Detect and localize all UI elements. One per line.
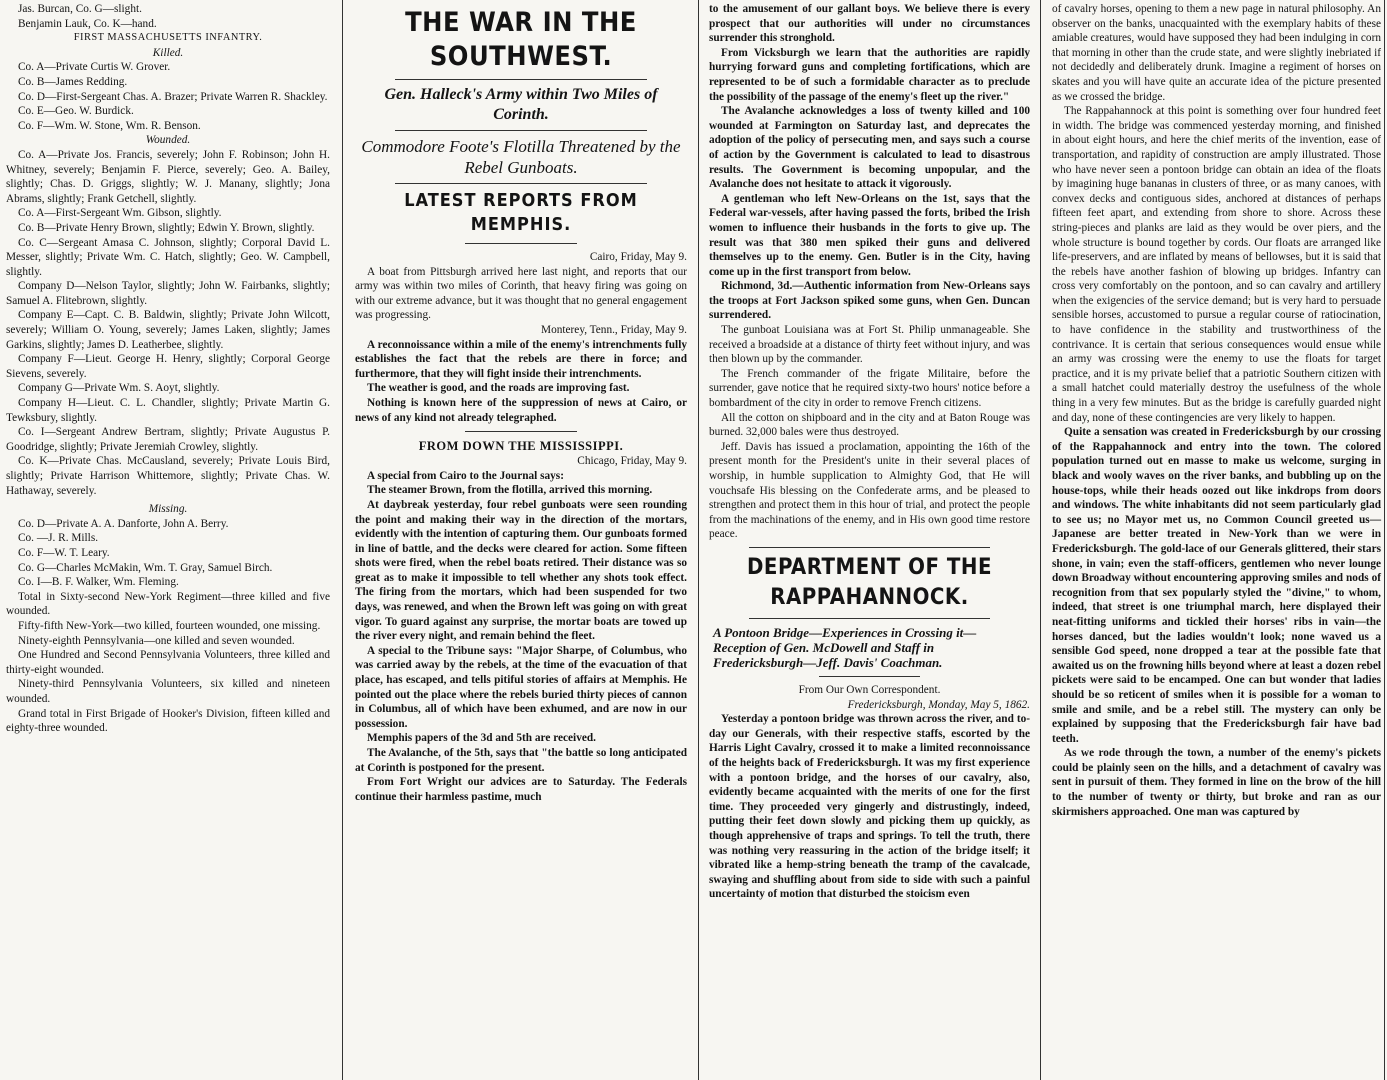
column-rule	[1040, 0, 1041, 1080]
divider	[395, 79, 647, 80]
dateline: Fredericksburgh, Monday, May 5, 1862.	[847, 698, 1030, 711]
paragraph: Co. F—W. T. Leary.	[18, 546, 110, 559]
paragraph: All the cotton on shipboard and in the city and at Baton Rouge was burned. 32,000 bales were thus destroyed.	[709, 411, 1030, 439]
article-paragraphs	[1052, 2, 1381, 819]
column-casualty-list	[0, 0, 336, 1080]
paragraph: Co. A—First-Sergeant Wm. Gibson, slightly.	[18, 207, 222, 220]
paragraph: From Vicksburgh we learn that the authorities are rapidly hurrying forward guns and completing fortifications, which are represented to be of such a formidable character as to preclude the possibility of the passage of the enemy's fleet up the river."	[709, 46, 1030, 103]
paragraph: Company G—Private Wm. S. Aoyt, slightly.	[18, 382, 220, 395]
column-rappahannock	[703, 0, 1036, 1080]
divider	[819, 676, 920, 677]
paragraph: Chicago, Friday, May 9.	[577, 455, 687, 468]
column-rule	[698, 0, 699, 1080]
paragraph: Ninety-eighth Pennsylvania—one killed and seven wounded.	[18, 634, 295, 647]
divider	[395, 130, 647, 131]
paragraph: A gentleman who left New-Orleans on the 1st, says that the Federal war-vessels, after having passed the forts, bribed the Irish women to influence their husbands in the forts to give up. The result was that 380 men spiked their guns and delivered themselves up to the enemy. Gen. Butler is in the City, having come up in the first transport from below.	[709, 192, 1030, 278]
article-paragraphs	[355, 454, 687, 804]
column-rule	[342, 0, 343, 1080]
paragraph: Co. A—Private Jos. Francis, severely; John F. Robinson; John H. Whitney, severely; Benjamin F. Pierce, severely; Geo. A. Bailey, slightly; Chas. D. Griggs, slightly; W. J. Manany, slightly; Jona Abrams, slightly; Frank Getchell, slightly.	[6, 148, 330, 205]
paragraph: Co. —J. R. Mills.	[18, 532, 99, 545]
paragraph: Company E—Capt. C. B. Baldwin, slightly; Private John Wilcott, severely; William O. Young, severely; James Laken, slightly; James Garkins, slightly; James D. Leatherbee, slightly.	[6, 309, 330, 351]
paragraph: The steamer Brown, from the flotilla, arrived this morning.	[367, 484, 653, 497]
headline-war-southwest: THE WAR IN THE SOUTHWEST.	[405, 7, 637, 72]
paragraph: Richmond, 3d.—Authentic information from New-Orleans says the troops at Fort Jackson spiked some guns, when Gen. Duncan surrendered.	[709, 280, 1030, 322]
paragraph: From Fort Wright our advices are to Saturday. The Federals continue their harmless pastime, much	[355, 776, 687, 803]
paragraph: A special from Cairo to the Journal says:	[367, 469, 564, 482]
divider	[465, 243, 577, 244]
paragraph: Jas. Burcan, Co. G—slight.	[18, 3, 142, 15]
paragraph: Co. D—First-Sergeant Chas. A. Brazer; Private Warren R. Shackley.	[18, 90, 328, 103]
divider	[749, 547, 990, 548]
paragraph: Ninety-third Pennsylvania Volunteers, six killed and nineteen wounded.	[6, 678, 330, 705]
paragraph: Co. F—Wm. W. Stone, Wm. R. Benson.	[18, 119, 201, 132]
casualty-paragraphs	[6, 2, 330, 736]
paragraph: Co. A—Private Curtis W. Grover.	[18, 61, 171, 74]
paragraph: The Rappahannock at this point is something over four hundred feet in width. The bridge was commenced yesterday morning, and finished in about eight hours, and here the chief merits of the invention, ease of transportation, and rapidity of construction are amply illustrated. Those who have never seen a pontoon bridge can obtain an idea of the floats by imagining huge bananas in clusters of three, or as many canoes, with convex decks and contiguous sides, anchored at distances of perhaps fifteen feet apart, and extending from shore to shore. Across these string-pieces and planks are laid as they would be over piers, and the whole structure is bound together by cords. Our floats are arranged like life-preservers, and are inflated by means of bellowses, but it is said that the rebels have another fashion of blowing up bridges. Infantry can cross very comfortably on the pontoon, and so can cavalry and artillery when the exigencies of the service demand; but is very hard to persuade sensible horses, accustomed to pursue a regular course of ratiocination, to have confidence in the stability and trustworthiness of the contrivance. It is certain that serious consequences would ensue while an army was crossing were the enemy to use the floats for target practice, and it is my private belief that a patriotic Southern citizen with a small hatchet could materially destroy the usefulness of the whole thing in a very few minutes. But as the bridge is carefully guarded night and day, none of these contingencies are very likely to happen.	[1052, 105, 1381, 424]
paragraph: Cairo, Friday, May 9.	[589, 251, 687, 263]
paragraph: Co. I—B. F. Walker, Wm. Fleming.	[18, 576, 179, 589]
paragraph: A special to the Tribune says: "Major Sharpe, of Columbus, who was carried away by the rebels, at the time of the evacuation of that place, has escaped, and tells pitiful stories of affairs at Memphis. He pointed out the place where the rebels buried thirty pieces of cannon in Columbus, all of which have been exhumed, and are now in our possession.	[355, 644, 687, 730]
paragraph: Quite a sensation was created in Fredericksburgh by our crossing of the Rappahannock and entry into the town. The colored population turned out en masse to make us welcome, surging in black and wooly waves on the river banks, and bubbling up on the house-tops, while their heads oozed out like inkdrops from doors and windows. The white inhabitants did not seem particularly glad to see us; no Mayor met us, no Common Council greeted us—Japanese are better treated in New-York than we were in Fredericksburgh. The gold-lace of our Generals glittered, their stars shone, in vain; even the staff-officers, gentlemen who never lounge down Broadway without encountering approving smiles and nods of recognition from that sex popularly styled the "divine," to whom, indeed, that street is one triumphal march, here displayed their neat-fitting uniforms and tickled their horses' ribs in vain—the horses danced, but the ladies wouldn't look; none waved us a sensible God speed, none dropped a tear at the possible fate that awaited us on the frowning hills beyond where at least a dozen rebel pickets were said to be encamped. One can but wonder that ladies should be so reticent of smiles when it is possible for a woman to smile and smile, and be a rebel still. The mystery can only be explained by supposing that the Fredericksburgh fair have bad teeth.	[1052, 426, 1381, 745]
paragraph: FIRST MASSACHUSETTS INFANTRY.	[73, 32, 263, 44]
paragraph: Grand total in First Brigade of Hooker's Division, fifteen killed and eighty-three wounded.	[6, 707, 330, 735]
paragraph: Benjamin Lauk, Co. K—hand.	[18, 17, 157, 30]
paragraph: The French commander of the frigate Militaire, before the surrender, gave notice that he required sixty-two hours' notice before a bombardment of the city in order to remove French citizens.	[709, 367, 1030, 410]
paragraph: Company H—Lieut. C. L. Chandler, slightly; Private Martin G. Tewksbury, slightly.	[6, 397, 330, 424]
article-paragraphs	[709, 712, 1030, 902]
paragraph: Co. B—Private Henry Brown, slightly; Edwin Y. Brown, slightly.	[18, 221, 315, 234]
paragraph: Co. E—Geo. W. Burdick.	[18, 105, 134, 118]
subheadline-memphis-reports: LATEST REPORTS FROM MEMPHIS.	[404, 190, 638, 235]
section-heading-mississippi: FROM DOWN THE MISSISSIPPI.	[418, 439, 624, 454]
paragraph: Fifty-fifth New-York—two killed, fourteen wounded, one missing.	[18, 619, 321, 632]
paragraph: Yesterday a pontoon bridge was thrown across the river, and to-day our Generals, with their respective staffs, escorted by the Harris Light Cavalry, crossed it to make a limited reconnoissance of the heights back of Fredericksburgh. It was my first experience with a pontoon bridge, and the horses of our cavalry, also, evidently became acquainted with the merits of one for the first time. They proceeded very gingerly and distrustingly, indeed, putting their feet down slowly and picking them up quickly, as though apprehensive of traps and springs. To tell the truth, there was nothing very reassuring in the action of the bridge itself; it vibrated like a hemp-string beneath the tramp of the cavalcade, swaying and shuffling about from side to side with such a painful uncertainty of motion that disturbed the stoicism even	[709, 713, 1030, 901]
column-rappahannock-continued	[1046, 0, 1387, 1080]
paragraph: At daybreak yesterday, four rebel gunboats were seen rounding the point and making their way in the direction of the mortars, evidently with the intention of capturing them. Our gunboats formed in line of battle, and the decks were cleared for action. Some fifteen shots were fired, when the rebel boats retired. Their distance was so great as to make it impossible to tell whether any shots took effect. The firing from the mortars, which had been suspended for two days, was renewed, and when the Brown left was going on with great vigor. To guard against any surprise, the mortar boats are towed up the river every night, and remain behind the fleet.	[355, 498, 687, 643]
subheadline-halleck: Gen. Halleck's Army within Two Miles of Corinth.	[384, 86, 658, 123]
article-paragraphs	[355, 250, 687, 425]
divider	[465, 431, 577, 432]
paragraph: of cavalry horses, opening to them a new page in natural philosophy. An observer on the banks, unacquainted with the exemplary habits of these amiable creatures, would have supposed they had been indulging in corn that morning in other than the crude state, and were slightly inebriated if not decidedly and deliberately drunk. Imagine a regiment of horses on skates and you will have quite an accurate idea of the picture presented as we crossed the bridge.	[1052, 3, 1381, 103]
subheadline-foote-flotilla: Commodore Foote's Flotilla Threatened by the Rebel Gunboats.	[361, 137, 681, 177]
paragraph: As we rode through the town, a number of the enemy's pickets could be plainly seen on the hills, and a detachment of cavalry was sent in pursuit of them. They formed in line on the brow of the hill to the number of twenty or thirty, but broke and ran as our skirmishers approached. One man was captured by	[1052, 747, 1381, 818]
paragraph: Monterey, Tenn., Friday, May 9.	[541, 323, 687, 336]
paragraph: The weather is good, and the roads are improving fast.	[367, 382, 630, 395]
paragraph: Wounded.	[145, 134, 191, 147]
paragraph: Co. I—Sergeant Andrew Bertram, slightly; Private Augustus P. Goodridge, slightly; Private Jeremiah Crowley, slightly.	[6, 426, 330, 453]
paragraph: One Hundred and Second Pennsylvania Volunteers, three killed and thirty-eight wounded.	[6, 649, 330, 676]
paragraph: The Avalanche acknowledges a loss of twenty killed and 100 wounded at Farmington on Saturday last, and deprecates the adoption of the policy of persecuting men, and says such a course of action by the Government is calculated to lead to disastrous results. The Government is becoming unpopular, and the Avalanche does not hesitate to attack it vigorously.	[709, 105, 1030, 191]
paragraph: Killed.	[152, 46, 184, 59]
paragraph: Company F—Lieut. George H. Henry, slightly; Corporal George Sievens, severely.	[6, 353, 330, 380]
divider	[395, 183, 647, 184]
paragraph: Co. D—Private A. A. Danforte, John A. Berry.	[18, 517, 229, 530]
paragraph: Jeff. Davis has issued a proclamation, appointing the 16th of the present month for the President's unite in their several places of worship, in humble supplication to Almighty God, that He will vouchsafe His blessing on the Confederate arms, and be pleased to strengthen and protect them in this hour of trial, and protect the people from the machinations of the enemy, and in His own good time restore peace.	[709, 440, 1030, 541]
paragraph: A reconnoissance within a mile of the enemy's intrenchments fully establishes the fact that the rebels are there in force; and furthermore, that they will fight inside their intrenchments.	[355, 338, 687, 380]
paragraph: Company D—Nelson Taylor, slightly; John W. Fairbanks, slightly; Samuel A. Flitebrown, slightly.	[6, 280, 330, 307]
paragraph: Co. K—Private Chas. McCausland, severely; Private Louis Bird, slightly; Private Harrison Whittemore, slightly; Private Chas. W. Hathaway, severely.	[6, 455, 330, 497]
paragraph: Nothing is known here of the suppression of news at Cairo, or news of any kind not already telegraphed.	[355, 396, 687, 424]
paragraph: to the amusement of our gallant boys. We believe there is every prospect that our authorities will under no circumstances surrender this stronghold.	[709, 3, 1030, 45]
paragraph: The gunboat Louisiana was at Fort St. Philip unmanageable. She received a broadside at a distance of thirty feet without injury, and was then blown up by the commander.	[709, 324, 1030, 366]
paragraph: Memphis papers of the 3d and 5th are received.	[367, 732, 596, 745]
deck-headline-pontoon-bridge: A Pontoon Bridge—Experiences in Crossing it—Reception of Gen. McDowell and Staff in Fredericksburgh—Jeff. Davis' Coachman.	[713, 624, 977, 670]
paragraph: Co. G—Charles McMakin, Wm. T. Gray, Samuel Birch.	[18, 561, 273, 574]
paragraph: Co. B—James Redding.	[18, 75, 128, 88]
paragraph: Co. C—Sergeant Amasa C. Johnson, slightly; Corporal David L. Messer, slightly; Private Wm. C. Hatch, slightly; Geo. W. Campbell, slightly.	[6, 236, 330, 278]
headline-department-rappahannock: DEPARTMENT OF THE RAPPAHANNOCK.	[746, 554, 993, 610]
article-paragraphs	[709, 2, 1030, 542]
paragraph: The Avalanche, of the 5th, says that "the battle so long anticipated at Corinth is postponed for the present.	[355, 747, 687, 774]
paragraph: Total in Sixty-second New-York Regiment—three killed and five wounded.	[6, 590, 330, 618]
column-war-southwest	[349, 0, 693, 1080]
divider	[749, 618, 990, 619]
paragraph: Missing.	[148, 503, 188, 516]
paragraph: A boat from Pittsburgh arrived here last night, and reports that our army was within two miles of Corinth, that heavy firing was going on with our extreme advance, but it was thought that no general engagement was progressing.	[355, 265, 687, 322]
byline: From Our Own Correspondent.	[798, 683, 941, 696]
